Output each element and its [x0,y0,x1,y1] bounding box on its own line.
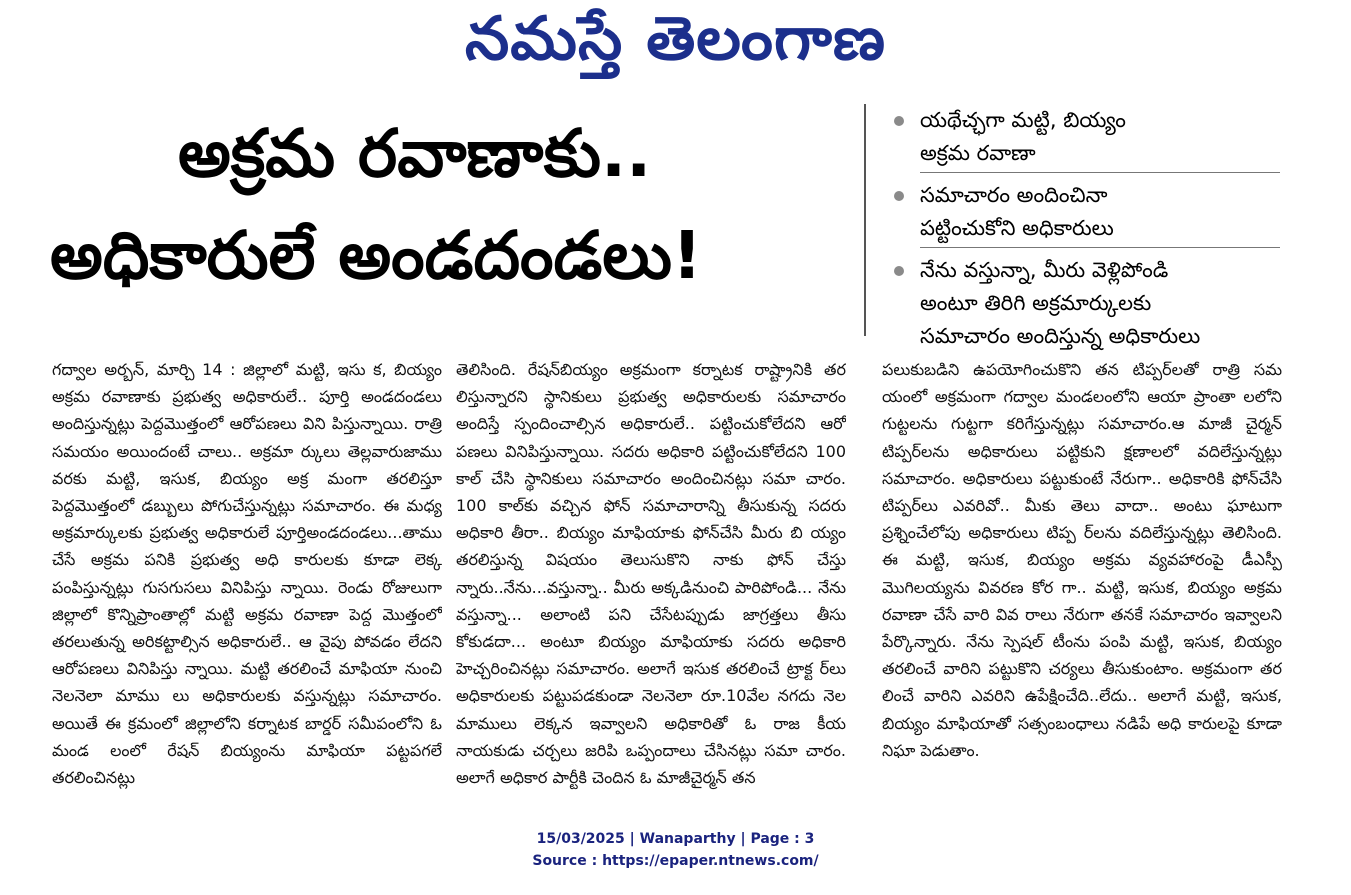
article-text: తెలిసింది. రేషన్‌బియ్యం అక్రమంగా కర్నాటక రాష్ట్రానికి తర లిస్తున్నారని స్థానికులు ప్రభుత్వ అధికారులకు సమాచారం అందిస్తే స్పందించాల్సిన అధికారులే.. పట్టించుకోలేదని ఆరో పణలు వినిపిస్తున్నాయి. సదరు అధికారి పట్టించుకోలేదని 100 కాల్ చేసి స్థానికులు సమాచారం అందించినట్లు సమా చారం. 100 కాల్‌కు వచ్చిన ఫోన్ సమాచారాన్ని తీసుకున్న సదరు అధికారి తీరా.. బియ్యం మాఫియాకు ఫోన్‌చేసి మీరు బి య్యం తరలిస్తున్న విషయం తెలుసుకొని నాకు ఫోన్ చేస్తు న్నారు..నేను...వస్తున్నా.. మీరు అక్కడినుంచి పారిపోండి... నేను వస్తున్నా... అలాంటి పని చేసేటప్పుడు జాగ్రత్తలు తీసు కోకుడదా... అంటూ బియ్యం మాఫియాకు సదరు అధికారి హెచ్చరించినట్లు సమాచారం. అలాగే ఇసుక తరలించే ట్రాక్ట ర్‌లు అధికారులకు పట్టుపడకుండా నెలనెలా రూ.10వేల నగదు నెల మాములు లెక్కన ఇవ్వాలని అధికారితో ఓ రాజ కీయ నాయకుడు చర్చలు జరిపి ఒప్పందాలు చేసినట్లు సమా చారం. అలాగే అధికార పార్టీకి చెందిన ఓ మాజీచైర్మన్ తన [456,360,846,788]
highlight-divider [920,247,1280,248]
article-column-1 [52,356,442,806]
footer [0,828,1351,872]
newspaper-logo: నమస్తే తెలంగాణ [464,4,887,74]
highlight-item [888,179,1338,248]
bullet-icon [894,116,904,126]
article-text: గద్వాల అర్బన్, మార్చి 14 : జిల్లాలో మట్టి, ఇసు క, బియ్యం అక్రమ రవాణాకు ప్రభుత్వ అధికారులే.. పూర్తి అండదండలు అందిస్తున్నట్లు పెద్దమొత్తంలో ఆరోపణలు విని పిస్తున్నాయి. రాత్రి సమయం అయిందంటే చాలు.. అక్రమా ర్కులు తెల్లవారుజాము వరకు మట్టి, ఇసుక, బియ్యం అక్ర మంగా తరలిస్తూ పెద్దమొత్తంలో డబ్బులు పోగుచేస్తున్నట్లు సమాచారం. ఈ మధ్య అక్రమార్కులకు ప్రభుత్వ అధికారులే పూర్తిఅండదండలు...తాము చేసే అక్రమ పనికి ప్రభుత్వ అధి కారులకు కూడా లెక్క పంపిస్తున్నట్లు గుసగుసలు వినిపిస్తు న్నాయి. రెండు రోజులుగా జిల్లాలో కొన్నిప్రాంతాల్లో మట్టి అక్రమ రవాణా పెద్ద మొత్తంలో తరలుతున్న అరికట్టాల్సిన అధికారులే.. ఆ వైపు పోవడం లేదని ఆరోపణలు వినిపిస్తు న్నాయి. మట్టి తరలించే మాఫియా నుంచి నెలనెలా మాము లు అధికారులకు వస్తున్నట్లు సమాచారం. అయితే ఈ క్రమంలో జిల్లాలోని కర్నాటక బార్డర్ సమీపంలోని ఓ మండ లంలో రేషన్ బియ్యంను మాఫియా పట్టపగలే తరలించినట్లు [52,360,442,788]
masthead [0,0,1351,80]
highlight-text: యథేచ్ఛగా మట్టి, బియ్యం అక్రమ రవాణా [920,108,1126,165]
edition-info: 15/03/2025 | Wanaparthy | Page : 3 [536,831,815,847]
highlight-divider [920,172,1280,173]
highlight-item [888,254,1338,353]
headline-divider [864,104,866,336]
bullet-icon [894,191,904,201]
article-column-3 [882,356,1282,806]
highlight-text: నేను వస్తున్నా, మీరు వెళ్లిపోండి అంటూ తిరిగి అక్రమార్కులకు సమాచారం అందిస్తున్న అధికారులు [920,258,1201,348]
highlight-text: సమాచారం అందించినా పట్టించుకోని అధికారులు [920,183,1114,240]
source-link[interactable]: Source : https://epaper.ntnews.com/ [532,853,819,869]
article-text: పలుకుబడిని ఉపయోగించుకొని తన టిప్పర్‌లతో రాత్రి సమ యంలో అక్రమంగా గద్వాల మండలంలోని ఆయా ప్రాంతా లలోని గుట్టలను గుట్టగా కరిగేస్తున్నట్లు సమాచారం.ఆ మాజీ చైర్మన్ టిప్పర్‌లను అధికారులు పట్టికుని క్షణాలలో వదిలేస్తున్నట్లు సమాచారం. అధికారులు పట్టుకుంటే నేరుగా.. అధికారికి ఫోన్‌చేసి టిప్పర్‌లు ఎవరివో.. మీకు తెలు వాదా.. అంటు ఘాటుగా ప్రశ్నించేలోపు అధికారులు టిప్ప ర్‌లను వదిలేస్తున్నట్లు తెలిసింది. ఈ మట్టి, ఇసుక, బియ్యం అక్రమ వ్యవహారంపై డీఎస్పీ మొగిలయ్యను వివరణ కోర గా.. మట్టి, ఇసుక, బియ్యం అక్రమ రవాణా చేసే వారి వివ రాలు నేరుగా తనకే సమాచారం ఇవ్వాలని పేర్కొన్నారు. నేను స్పెషల్ టీంను పంపి మట్టి, ఇసుక, బియ్యం తరలించే వారిని పట్టుకొని చర్యలు తీసుకుంటాం. అక్రమంగా తర లించే వారిని ఎవరిని ఉపేక్షించేది..లేదు.. అలాగే మట్టి, ఇసుక, బియ్యం మాఫియాతో సత్సంబంధాలు నడిపే అధి కారులపై కూడా నిఘా పెడుతాం. [882,360,1282,760]
highlights-list [888,104,1338,359]
bullet-icon [894,266,904,276]
article-column-2 [456,356,846,806]
headline [50,108,860,328]
headline-line-2: అధికారులే అండదండలు! [50,217,703,294]
highlight-item [888,104,1338,173]
headline-line-1: అక్రమ రవాణాకు.. [178,115,652,192]
